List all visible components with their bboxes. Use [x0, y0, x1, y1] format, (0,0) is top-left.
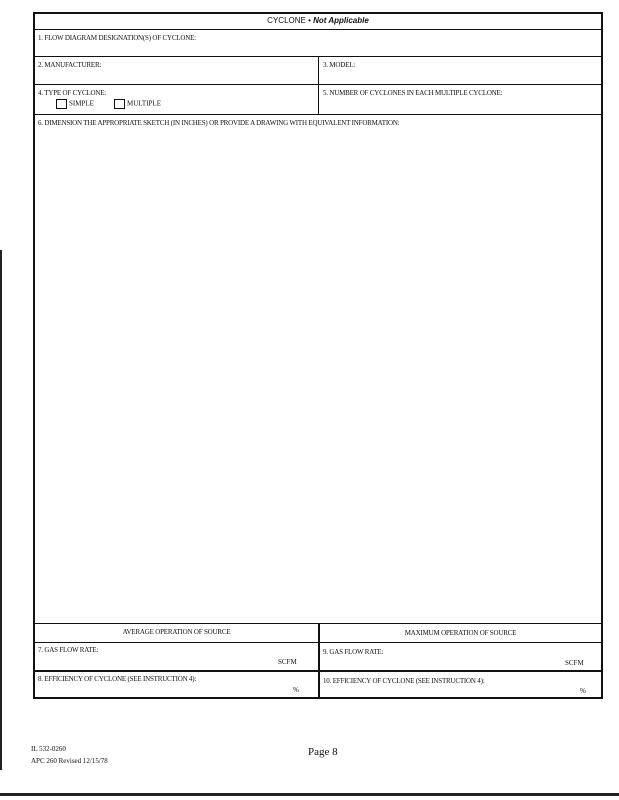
cyclone-type-label: 4. TYPE OF CYCLONE:: [38, 89, 107, 97]
revision-note: APC 260 Revised 12/15/78: [31, 757, 108, 765]
average-operation-header: AVERAGE OPERATION OF SOURCE: [122, 628, 231, 636]
flow-diagram-field[interactable]: 1. FLOW DIAGRAM DESIGNATION(S) OF CYCLONE:: [38, 34, 196, 42]
rule: [35, 114, 601, 115]
avg-gas-flow-unit: SCFM: [278, 658, 297, 666]
scan-bottom-mark: [0, 793, 619, 796]
page-number: Page 8: [308, 746, 338, 758]
multiple-option[interactable]: [114, 99, 161, 109]
maximum-operation-header: MAXIMUM OPERATION OF SOURCE: [404, 629, 517, 637]
simple-checkbox[interactable]: [56, 99, 67, 109]
max-gas-flow-unit: SCFM: [565, 659, 584, 667]
avg-efficiency-field[interactable]: 8. EFFICIENCY OF CYCLONE (SEE INSTRUCTION 4):: [38, 675, 197, 683]
avg-efficiency-unit: %: [293, 686, 299, 694]
form-title-prefix: CYCLONE •: [267, 16, 314, 25]
scan-edge-mark: [0, 250, 2, 770]
simple-label: SIMPLE: [69, 99, 94, 108]
manufacturer-field[interactable]: 2. MANUFACTURER:: [38, 61, 102, 69]
form-title-status: Not Applicable: [313, 16, 369, 25]
max-gas-flow-field[interactable]: 9. GAS FLOW RATE:: [323, 648, 384, 656]
cyclone-number-field[interactable]: 5. NUMBER OF CYCLONES IN EACH MULTIPLE CYCLONE:: [323, 89, 503, 97]
max-efficiency-field[interactable]: 10. EFFICIENCY OF CYCLONE (SEE INSTRUCTION 4):: [323, 677, 485, 685]
rule: [35, 29, 601, 30]
model-field[interactable]: 3. MODEL:: [323, 61, 356, 69]
dimension-sketch-area[interactable]: 6. DIMENSION THE APPROPRIATE SKETCH (IN INCHES) OR PROVIDE A DRAWING WITH EQUIVALENT INFORMATION:: [38, 119, 400, 127]
multiple-label: MULTIPLE: [127, 99, 161, 108]
cyclone-form: [33, 12, 603, 699]
max-efficiency-unit: %: [580, 687, 586, 695]
divider: [318, 56, 319, 114]
simple-option[interactable]: [56, 99, 94, 109]
multiple-checkbox[interactable]: [114, 99, 125, 109]
form-title: [35, 16, 601, 25]
avg-gas-flow-field[interactable]: 7. GAS FLOW RATE:: [38, 646, 99, 654]
form-number: IL 532-0260: [31, 745, 66, 753]
